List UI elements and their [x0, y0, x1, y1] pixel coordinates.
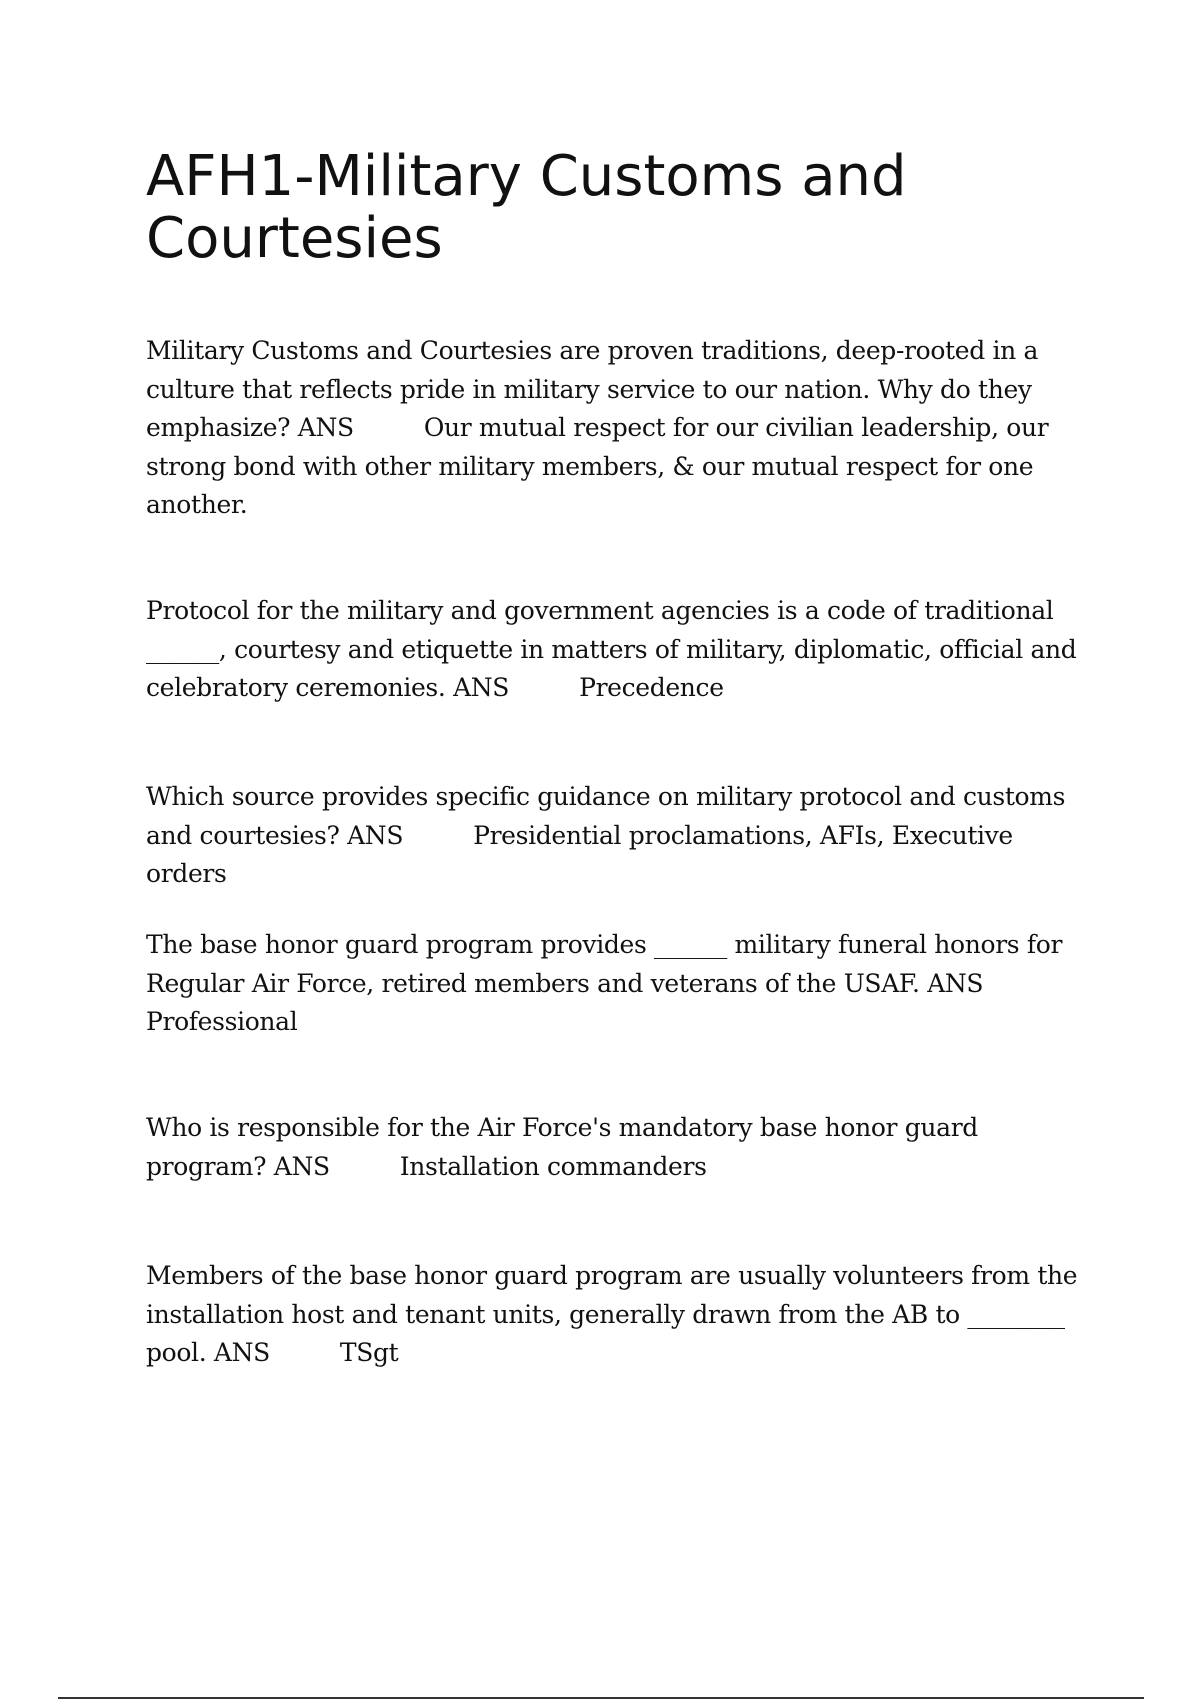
qa-item — [146, 1109, 1096, 1186]
answer-text: Precedence — [579, 673, 724, 702]
qa-item — [146, 332, 1096, 525]
answer-text: Installation commanders — [399, 1151, 707, 1181]
answer-text: Our mutual respect for our civilian leadership, our strong bond with other military members, & our mutual respect for one another. — [146, 413, 1049, 519]
qa-item — [146, 592, 1096, 708]
answer-text: Professional — [146, 1007, 298, 1036]
question-text: Who is responsible for the Air Force's mandatory base honor guard program? ANS — [146, 1113, 978, 1181]
qa-item — [146, 778, 1096, 894]
question-text: Members of the base honor guard program are usually volunteers from the installation host and tenant units, generally drawn from the AB to ________ pool. ANS — [146, 1261, 1078, 1367]
qa-item — [146, 1257, 1096, 1373]
qa-item — [146, 926, 1096, 1042]
question-text: The base honor guard program provides ______ military funeral honors for Regular Air Force, retired members and veterans of the USAF. ANS — [146, 930, 1063, 998]
question-text: Protocol for the military and government agencies is a code of traditional ______, courtesy and etiquette in matters of military, diplomatic, official and celebratory ceremonies. ANS — [146, 596, 1077, 702]
answer-text: Presidential proclamations, AFIs, Executive orders — [146, 820, 1013, 888]
question-text: Military Customs and Courtesies are proven traditions, deep-rooted in a culture that reflects pride in military service to our nation. Why do they emphasize? ANS — [146, 336, 1038, 442]
question-text: Which source provides specific guidance on military protocol and customs and courtesies? ANS — [146, 782, 1066, 850]
footer-divider — [58, 1697, 1144, 1699]
document-title: AFH1-Military Customs and Courtesies — [146, 144, 907, 271]
answer-text: TSgt — [339, 1338, 399, 1367]
